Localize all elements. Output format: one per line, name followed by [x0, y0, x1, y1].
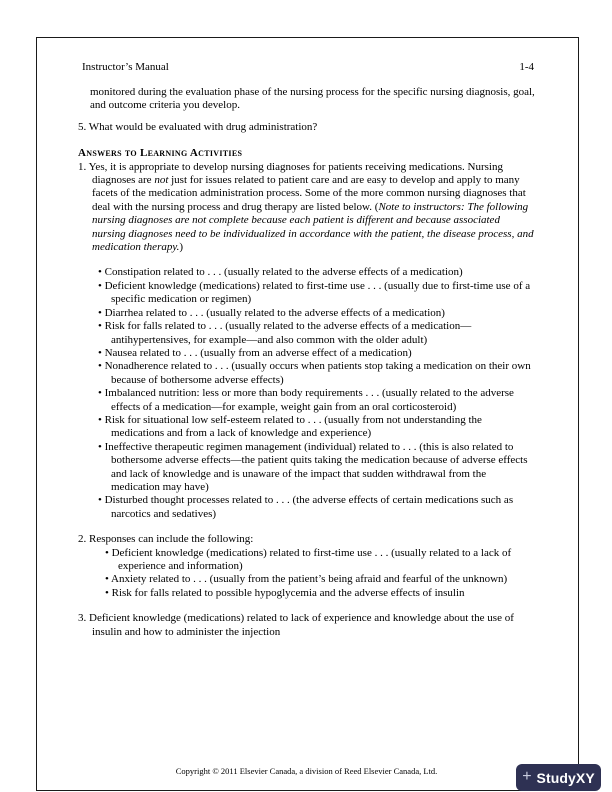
section-heading-answers: Answers to Learning Activities: [78, 147, 243, 160]
logo-text: StudyXY: [536, 769, 595, 786]
answer-3: 3. Deficient knowledge (medications) related to lack of experience and knowledge about the use of insulin and how to administer the injection: [78, 612, 514, 638]
page-header: [82, 61, 534, 74]
answer-1: 1. Yes, it is appropriate to develop nursing diagnoses for patients receiving medications. Nursing diagnoses are not just for issues related to patient care and are easy to develop and apply to many facets of the medication administration process. Some of the more common nursing diagnoses that deal with the nursing process and drug therapy are listed below. (Note to instructors: The following nursing diagnoses are not complete because each patient is different and because associated nursing diagnoses need to be individualized in accordance with the patient, the disease process, and medication therapy.): [78, 160, 534, 254]
header-title: Instructor’s Manual: [82, 61, 169, 73]
page-number: 1-4: [519, 61, 534, 73]
response-deficient-knowledge: • Deficient knowledge (medications) related to first-time use . . . (usually related to a lack of experience and information): [105, 546, 512, 572]
footer-copyright: Copyright © 2011 Elsevier Canada, a division of Reed Elsevier Canada, Ltd.: [175, 766, 438, 776]
diagnosis-deficient-knowledge: • Deficient knowledge (medications) related to first-time use . . . (usually due to first-time use of a specific medication or regimen): [98, 279, 531, 306]
diagnosis-diarrhea: • Diarrhea related to . . . (usually related to the adverse effects of a medication): [98, 306, 445, 319]
diagnosis-disturbed-thought: • Disturbed thought processes related to . . . (the adverse effects of certain medications such as narcotics and sedatives): [98, 494, 514, 520]
question-5: 5. What would be evaluated with drug administration?: [78, 120, 318, 133]
diagnosis-risk-for-falls: • Risk for falls related to . . . (usually related to the adverse effects of a medication—antihypertensives, for example—and also common with the older adult): [98, 320, 472, 346]
diagnosis-imbalanced-nutrition: • Imbalanced nutrition: less or more than body requirements . . . (usually related to the adverse effects of a medication—for example, weight gain from an oral corticosteroid): [98, 387, 514, 413]
diagnosis-constipation: • Constipation related to . . . (usually related to the adverse effects of a medication): [98, 266, 463, 279]
plus-icon: +: [522, 767, 532, 785]
response-anxiety: • Anxiety related to . . . (usually from the patient’s being afraid and fearful of the unknown): [105, 573, 508, 586]
paragraph-continuation: monitored during the evaluation phase of the nursing process for the specific nursing diagnosis, goal, and outcome criteria you develop.: [90, 86, 535, 112]
document-body: [78, 86, 536, 639]
answer-2: 2. Responses can include the following:: [78, 533, 254, 546]
diagnosis-nonadherence: • Nonadherence related to . . . (usually occurs when patients stop taking a medication on their own because of bothersome adverse effects): [98, 360, 531, 386]
response-risk-for-falls: • Risk for falls related to possible hypoglycemia and the adverse effects of insulin: [105, 586, 465, 599]
diagnosis-low-self-esteem: • Risk for situational low self-esteem related to . . . (usually from not understanding the medications and from a lack of knowledge and experience): [98, 413, 482, 440]
diagnosis-ineffective-regimen: • Ineffective therapeutic regimen management (individual) related to . . . (this is also related to bothersome adverse effects—the patient quits taking the medication because of adverse effects and lack of knowledge and is unaware of the impact that sudden withdrawal from the medication may have): [98, 440, 528, 493]
studyxy-logo: [516, 764, 601, 791]
diagnosis-nausea: • Nausea related to . . . (usually from an adverse effect of a medication): [98, 346, 412, 359]
